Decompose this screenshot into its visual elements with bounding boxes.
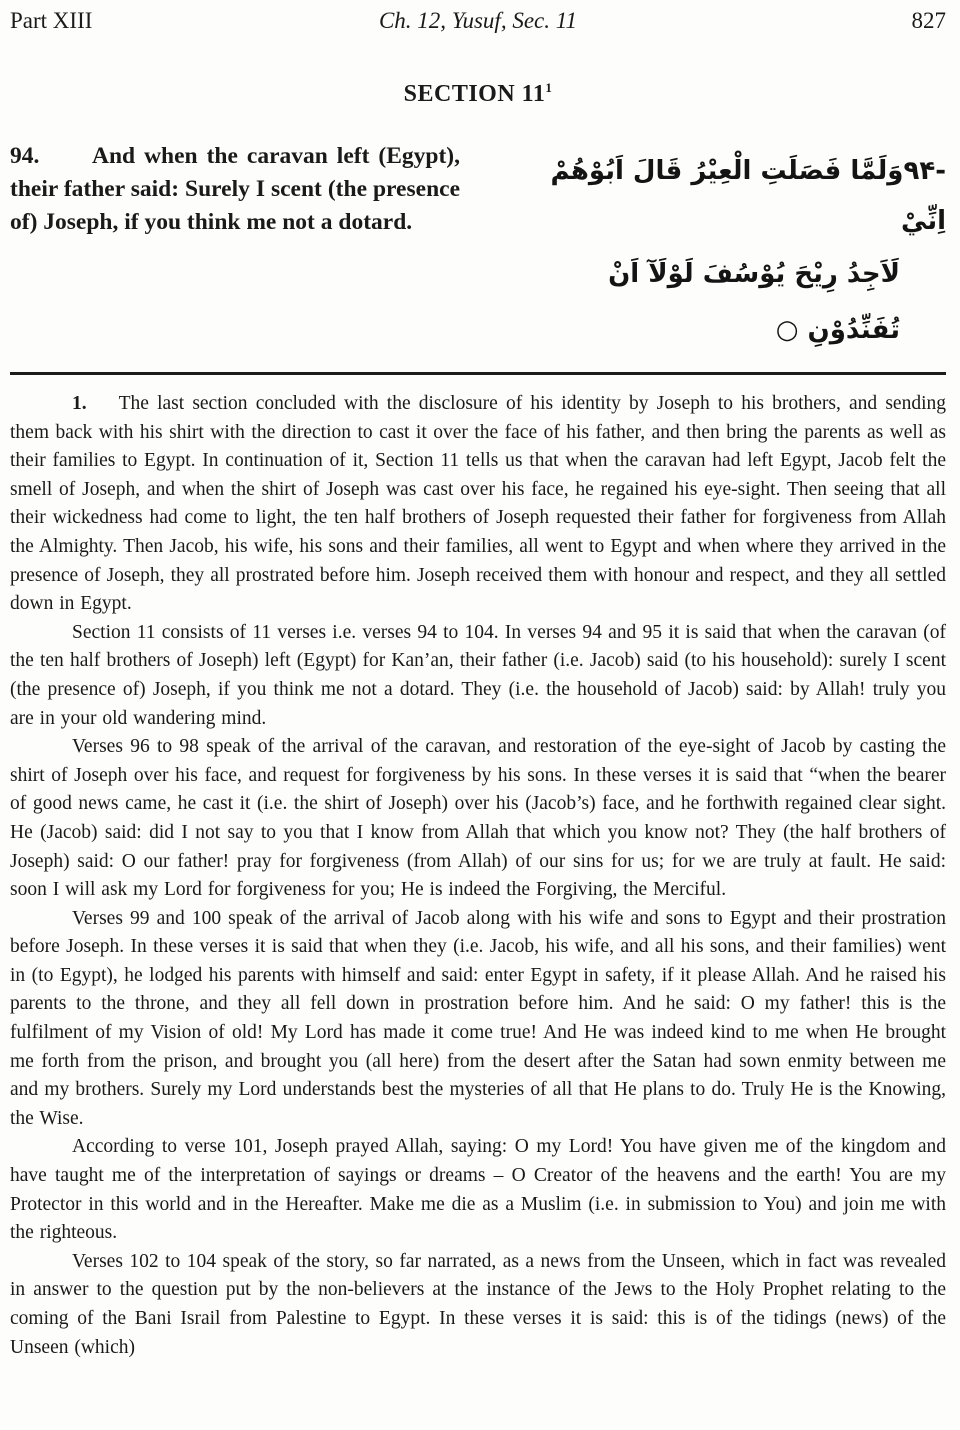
verse-arabic-line-1 xyxy=(516,146,946,246)
commentary-paragraph-6: Verses 102 to 104 speak of the story, so far narrated, as a news from the Unseen, which in fact was revealed in answer to the question put by the non-believers at the instance of the Jews to the Holy Prophet relating to the coming of the Bani Israil from Palestine to Egypt. In these verses it is said: this is of the tidings (news) of the Unseen (which) xyxy=(10,1250,946,1358)
page-number: 827 xyxy=(911,8,946,33)
part-label: Part XIII xyxy=(10,8,93,33)
chapter-title: Ch. 12, Yusuf, Sec. 11 xyxy=(378,8,578,33)
section-footnote-mark: 1 xyxy=(545,80,553,95)
verse-arabic-number: ۹۴- xyxy=(903,156,946,186)
commentary xyxy=(10,390,946,1362)
running-header xyxy=(10,8,946,34)
verse-arabic-line-2: لَاَجِدُ رِيْحَ يُوْسُفَ لَوْلَآ اَنْ تُفَنِّدُوْنِ ○ xyxy=(608,259,900,345)
commentary-paragraph-2: Section 11 consists of 11 verses i.e. verses 94 to 104. In verses 94 and 95 it is said that when the caravan (of the ten half brothers of Joseph) left (Egypt) for Kan’an, their father (i.e. Jacob) said (to his household): surely I scent (the presence of) Joseph, if you think me not a dotard. They (i.e. the household of Jacob) said: by Allah! truly you are in your old wandering mind. xyxy=(10,621,946,729)
commentary-paragraph-3: Verses 96 to 98 speak of the arrival of the caravan, and restoration of the eye-sight of Jacob by casting the shirt of Joseph over his face, and request for forgiveness by his sons. In these verses it is said that “when the bearer of good news came, he cast it (i.e. the shirt of Joseph) over his (Jacob’s) face, and he forthwith regained clear sight. He (Jacob) said: did I not say to you that I know from Allah that which you know not? They (the half brothers of Joseph) said: O our father! pray for forgiveness (from Allah) of our sins for us; for we are truly at fault. He said: soon I will ask my Lord for forgiveness for you; He is indeed the Forgiving, the Merciful. xyxy=(10,736,946,901)
verse-block xyxy=(10,140,946,358)
verse-translation xyxy=(10,140,460,358)
verse-translation-text: And when the caravan left (Egypt), their father said: Surely I scent (the presence of) Joseph, if you think me not a dotard. xyxy=(10,143,460,235)
commentary-paragraph-text: The last section concluded with the disclosure of his identity by Joseph to his brothers, and sending them back with his shirt with the direction to cast it over the face of his father, and then bring the parents as well as their families to Egypt. In continuation of it, Section 11 tells us that when the caravan had left Egypt, Jacob felt the smell of Joseph, and when the shirt of Joseph was cast over his face, he regained his eye-sight. Then seeing that all their wickedness had come to light, the ten half brothers of Joseph requested their father for forgiveness from Allah the Almighty. Then Jacob, his wife, his sons and their families, all went to Egypt and when where they arrived in the presence of Joseph, they all prostrated before him. Joseph received them with honour and respect, and they all settled down in Egypt. xyxy=(10,393,946,615)
section-heading xyxy=(10,80,946,108)
commentary-paragraph-1 xyxy=(10,390,946,619)
verse-arabic xyxy=(460,146,946,358)
section-title: SECTION 11 xyxy=(403,81,546,107)
verse-arabic-text-1: وَلَمَّا فَصَلَتِ الْعِيْرُ قَالَ اَبُوْهُمْ اِنِّيْ xyxy=(550,156,946,236)
verse-number: 94. xyxy=(10,143,40,169)
commentary-paragraph-5: According to verse 101, Joseph prayed Allah, saying: O my Lord! You have given me of the kingdom and have taught me of the interpretation of sayings or dreams – O Creator of the heavens and the earth! You are my Protector in this world and in the Hereafter. Make me die as a Muslim (i.e. in submission to You) and join me with the righteous. xyxy=(10,1136,946,1244)
commentary-paragraph-number: 1. xyxy=(72,393,87,414)
commentary-paragraph-4: Verses 99 and 100 speak of the arrival of Jacob along with his wife and sons to Egypt and their prostration before Joseph. In these verses it is said that when they (i.e. Jacob, his wife, and all his sons, and their families) went in (to Egypt), he lodged his parents with himself and said: enter Egypt in safety, if it please Allah. And he raised his parents to the throne, and they all fell down in prostration before him. And he said: O my father! this is the fulfilment of my Vision of old! My Lord has made it come true! And He was indeed kind to me when He brought me forth from the prison, and brought you (all here) from the desert after the Satan had sown enmity between me and my brothers. Surely my Lord understands best the mysteries of all that He plans to do. Truly He is the Knowing, the Wise. xyxy=(10,907,946,1129)
divider-rule xyxy=(10,372,946,375)
